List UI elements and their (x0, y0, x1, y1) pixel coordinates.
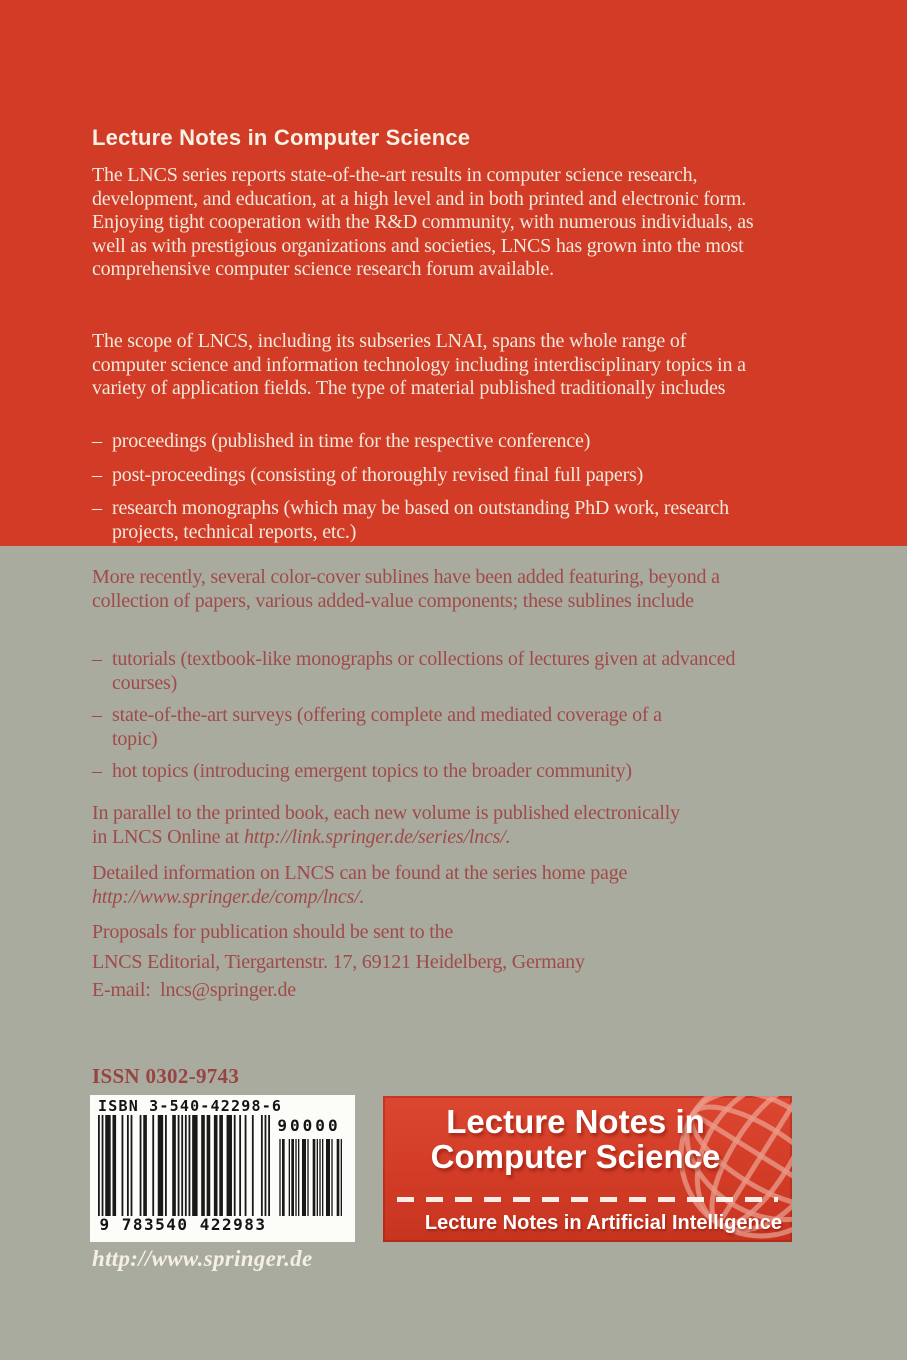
dashed-divider (397, 1197, 778, 1202)
bullet-dash: – (92, 648, 102, 670)
ean5-addon-bars (278, 1139, 342, 1216)
editorial-address: LNCS Editorial, Tiergartenstr. 17, 69121 Heidelberg, Germany (92, 951, 585, 973)
list-item (92, 760, 792, 784)
list-item (92, 464, 772, 488)
ean-number: 9 783540 422983 (99, 1215, 267, 1234)
logo-title-line1: Lecture Notes in (446, 1103, 705, 1140)
bullet-dash: – (92, 463, 102, 486)
proposals-line: Proposals for publication should be sent to the (92, 921, 454, 943)
list-item (92, 704, 792, 751)
list-item (92, 497, 772, 544)
list-item (92, 430, 772, 454)
series-homepage-paragraph (92, 862, 702, 909)
springer-url: http://www.springer.de (92, 1246, 313, 1271)
logo-title-line2: Computer Science (430, 1138, 721, 1175)
list-item-text: hot topics (introducing emergent topics to the broader community) (112, 760, 632, 782)
email-line: E-mail: lncs@springer.de (92, 979, 296, 1001)
traditional-material-list (92, 430, 772, 554)
bullet-dash: – (92, 760, 102, 782)
lncs-online-url: http://link.springer.de/series/lncs/. (243, 825, 511, 848)
bullet-dash: – (92, 497, 102, 519)
online-publication-text: In parallel to the printed book, each new volume is published electronically in LNCS Online at (92, 802, 680, 848)
ean13-barcode-bars (98, 1115, 270, 1216)
isbn-barcode (90, 1095, 355, 1242)
barcode-addon-label: 90000 (277, 1116, 341, 1135)
lncs-scope-paragraph: The scope of LNCS, including its subseries LNAI, spans the whole range of computer science and information technology including interdisciplinary topics in a variety of application fields. The type of material published traditionally includes (92, 330, 746, 399)
list-item-text: proceedings (published in time for the respective conference) (112, 430, 591, 452)
bullet-dash: – (92, 430, 102, 452)
list-item-text: research monographs (which may be based on outstanding PhD work, research projects, technical reports, etc.) (112, 497, 729, 543)
series-heading: Lecture Notes in Computer Science (92, 125, 471, 150)
list-item-text: post-proceedings (consisting of thoroughly revised final full papers) (112, 463, 644, 486)
lncs-description-paragraph: The LNCS series reports state-of-the-art results in computer science research, development, and education, at a high level and in both printed and electronic form. Enjoying tight cooperation with the R&D community, with numerous individuals, as well as with prestigious organizations and societies, LNCS has grown into the most comprehensive computer science research forum available. (92, 164, 754, 280)
logo-title (383, 1104, 768, 1174)
issn-number: ISSN 0302-9743 (92, 1064, 240, 1088)
bullet-dash: – (92, 704, 102, 726)
list-item (92, 648, 792, 695)
series-homepage-text: Detailed information on LNCS can be found at the series home page (92, 862, 628, 884)
logo-subline: Lecture Notes in Artificial Intelligence (424, 1212, 782, 1234)
lncs-logo-plate (383, 1096, 792, 1242)
sublines-list (92, 648, 792, 793)
series-homepage-url: http://www.springer.de/comp/lncs/. (92, 885, 365, 908)
list-item-text: tutorials (textbook-like monographs or collections of lectures given at advanced courses) (112, 648, 736, 694)
online-publication-paragraph (92, 802, 692, 849)
list-item-text: state-of-the-art surveys (offering complete and mediated coverage of a topic) (112, 704, 662, 750)
isbn-label: ISBN 3-540-42298-6 (98, 1097, 283, 1115)
sublines-paragraph: More recently, several color-cover sublines have been added featuring, beyond a collection of papers, various added-value components; these sublines include (92, 566, 720, 612)
